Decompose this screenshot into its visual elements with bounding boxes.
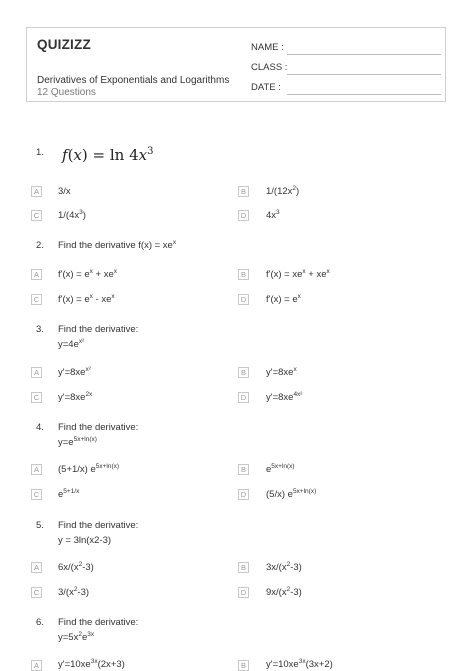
option-superscript: x bbox=[297, 293, 301, 300]
question-expression bbox=[58, 339, 138, 351]
question-expression: y = 3ln(x2-3) bbox=[58, 535, 112, 546]
question-count: 12 Questions bbox=[37, 87, 96, 98]
option-superscript: 5x+ln(x) bbox=[95, 463, 120, 470]
option-superscript: x bbox=[111, 293, 115, 300]
option-c-text[interactable] bbox=[58, 489, 79, 500]
option-a-box[interactable]: A bbox=[31, 562, 42, 573]
quizizz-logo: QUIZIZZ bbox=[37, 37, 91, 52]
option-text-part: 1/(4x bbox=[58, 210, 80, 221]
option-text-part: f'(x) = e bbox=[58, 294, 90, 305]
option-superscript: 3x bbox=[298, 658, 306, 665]
option-superscript: 5x+ln(x) bbox=[271, 463, 295, 470]
option-text-part: y'=10xe bbox=[58, 659, 91, 670]
option-c-text[interactable] bbox=[58, 587, 89, 598]
option-superscript: 2x bbox=[85, 391, 93, 398]
question-line: Find the derivative: bbox=[58, 617, 139, 628]
option-text-part: y'=8xe bbox=[58, 367, 86, 378]
option-text-tail: (3x+2) bbox=[305, 659, 333, 670]
option-text-part: y'=8xe bbox=[58, 392, 86, 403]
option-d-box[interactable]: D bbox=[238, 392, 249, 403]
option-text-tail: (2x+3) bbox=[97, 659, 125, 670]
option-superscript: 2 bbox=[286, 561, 291, 568]
option-b-text[interactable] bbox=[266, 562, 302, 573]
option-text-part: y'=10xe bbox=[266, 659, 299, 670]
option-a-box[interactable]: A bbox=[31, 367, 42, 378]
option-b-box[interactable]: B bbox=[238, 562, 249, 573]
worksheet-header bbox=[26, 27, 446, 102]
option-d-box[interactable]: D bbox=[238, 587, 249, 598]
question-line: Find the derivative f(x) = xe bbox=[58, 240, 173, 251]
date-field[interactable] bbox=[251, 82, 281, 93]
option-d-text[interactable] bbox=[266, 392, 302, 403]
option-c-text[interactable] bbox=[58, 294, 115, 305]
option-b-text[interactable] bbox=[266, 464, 295, 475]
option-d-box[interactable]: D bbox=[238, 489, 249, 500]
option-superscript: 5x+ln(x) bbox=[292, 488, 317, 495]
option-d-box[interactable]: D bbox=[238, 210, 249, 221]
option-text-part: (5/x) e bbox=[266, 489, 293, 500]
option-superscript: x² bbox=[85, 366, 91, 373]
formula-close: ) bbox=[81, 146, 88, 164]
formula-open: ( bbox=[67, 146, 74, 164]
question-formula bbox=[62, 146, 153, 164]
question-text bbox=[58, 324, 138, 351]
question-superscript: x bbox=[172, 239, 177, 246]
option-a-text[interactable] bbox=[58, 269, 117, 280]
option-a-text[interactable] bbox=[58, 464, 119, 475]
question-line: Find the derivative: bbox=[58, 324, 139, 335]
option-b-text[interactable] bbox=[266, 367, 297, 378]
option-b-text[interactable] bbox=[266, 659, 333, 670]
option-c-box[interactable]: C bbox=[31, 489, 42, 500]
option-b-box[interactable]: B bbox=[238, 186, 249, 197]
option-superscript: 2 bbox=[78, 561, 83, 568]
option-a-text[interactable] bbox=[58, 186, 71, 197]
option-b-text[interactable] bbox=[266, 269, 330, 280]
option-a-box[interactable]: A bbox=[31, 464, 42, 475]
option-text-part: 9x/(x bbox=[266, 587, 287, 598]
option-text-tail: + xe bbox=[92, 269, 114, 280]
date-label: DATE : bbox=[251, 82, 281, 93]
option-a-box[interactable]: A bbox=[31, 660, 42, 671]
option-a-box[interactable]: A bbox=[31, 186, 42, 197]
option-text-part: y'=8xe bbox=[266, 392, 294, 403]
option-superscript: 2 bbox=[286, 586, 291, 593]
question-expression bbox=[58, 632, 138, 644]
option-c-text[interactable] bbox=[58, 210, 86, 221]
question-superscript: 3x bbox=[87, 631, 95, 638]
date-line bbox=[287, 94, 441, 95]
option-d-text[interactable] bbox=[266, 210, 280, 221]
option-a-text[interactable] bbox=[58, 659, 125, 670]
question-expression-base: y=4e bbox=[58, 339, 79, 350]
option-c-text[interactable] bbox=[58, 392, 92, 403]
option-superscript: 3x bbox=[90, 658, 98, 665]
option-superscript: x bbox=[302, 268, 306, 275]
question-superscript: 2 bbox=[78, 631, 82, 638]
option-superscript: 4x² bbox=[293, 391, 303, 398]
option-superscript: 3 bbox=[79, 209, 83, 216]
option-d-text[interactable] bbox=[266, 489, 316, 500]
name-label: NAME : bbox=[251, 42, 284, 53]
class-label: CLASS : bbox=[251, 62, 288, 73]
option-superscript: x bbox=[113, 268, 118, 275]
formula-f: f bbox=[62, 146, 68, 164]
option-text-tail: -3) bbox=[82, 562, 94, 573]
question-text bbox=[58, 617, 138, 644]
option-text-part: 3/x bbox=[58, 186, 71, 197]
option-b-text[interactable] bbox=[266, 186, 299, 197]
question-expression-base: y=5x bbox=[58, 632, 79, 643]
option-c-box[interactable]: C bbox=[31, 294, 42, 305]
question-superscript: 5x+ln(x) bbox=[73, 436, 97, 443]
question-expression bbox=[58, 437, 138, 449]
question-number: 6. bbox=[36, 617, 44, 628]
question-superscript: x² bbox=[78, 338, 85, 345]
formula-var: x bbox=[138, 146, 148, 164]
option-d-text[interactable] bbox=[266, 294, 301, 305]
formula-x: x bbox=[73, 146, 82, 164]
worksheet-title: Derivatives of Exponentials and Logarithms bbox=[37, 75, 230, 86]
option-text-part: e bbox=[266, 464, 272, 475]
question-number: 4. bbox=[36, 422, 44, 433]
formula-eq: = ln 4 bbox=[87, 146, 139, 164]
option-c-box[interactable]: C bbox=[31, 210, 42, 221]
option-text-tail: -3) bbox=[290, 562, 302, 573]
option-text-tail: ) bbox=[296, 186, 300, 197]
question-text bbox=[58, 520, 138, 547]
option-text-part: 3x/(x bbox=[266, 562, 287, 573]
option-b-box[interactable]: B bbox=[238, 269, 249, 280]
option-superscript: x bbox=[293, 366, 297, 373]
option-b-box[interactable]: B bbox=[238, 660, 249, 671]
option-d-box[interactable]: D bbox=[238, 294, 249, 305]
name-field[interactable] bbox=[251, 42, 284, 53]
option-text-tail: -3) bbox=[77, 587, 90, 598]
option-b-box[interactable]: B bbox=[238, 464, 249, 475]
option-text-tail: -3) bbox=[290, 587, 302, 598]
question-text bbox=[58, 240, 176, 252]
class-line bbox=[287, 74, 441, 75]
option-c-box[interactable]: C bbox=[31, 392, 42, 403]
option-text-tail: + xe bbox=[305, 269, 327, 280]
question-number: 2. bbox=[36, 240, 44, 251]
question-line: Find the derivative: bbox=[58, 422, 139, 433]
option-superscript: x bbox=[326, 268, 330, 275]
option-text-part: 3/(x bbox=[58, 587, 74, 598]
question-expression-base: y=e bbox=[58, 437, 74, 448]
option-text-tail: ) bbox=[82, 210, 86, 221]
question-text bbox=[58, 422, 138, 449]
option-superscript: 3 bbox=[276, 209, 280, 216]
question-number: 5. bbox=[36, 520, 44, 531]
option-text-tail: - xe bbox=[92, 294, 112, 305]
option-text-part: 1/(12x bbox=[266, 186, 293, 197]
question-number: 3. bbox=[36, 324, 44, 335]
question-expression-mid: e bbox=[81, 632, 88, 643]
option-superscript: x bbox=[89, 268, 93, 275]
option-text-part: 6x/(x bbox=[58, 562, 79, 573]
option-b-box[interactable]: B bbox=[238, 367, 249, 378]
option-text-part: (5+1/x) e bbox=[58, 464, 96, 475]
option-text-part: 4x bbox=[266, 210, 277, 221]
option-text-part: f'(x) = xe bbox=[266, 269, 303, 280]
option-d-text[interactable] bbox=[266, 587, 302, 598]
option-superscript: 2 bbox=[73, 586, 78, 593]
option-superscript: 2 bbox=[292, 185, 297, 192]
option-text-part: f'(x) = e bbox=[266, 294, 298, 305]
class-field[interactable] bbox=[251, 62, 287, 73]
option-text-part: f'(x) = e bbox=[58, 269, 90, 280]
option-superscript: 5+1/x bbox=[63, 488, 80, 495]
option-text-part: e bbox=[58, 489, 64, 500]
option-c-box[interactable]: C bbox=[31, 587, 42, 598]
question-line: Find the derivative: bbox=[58, 520, 139, 531]
question-number: 1. bbox=[36, 147, 44, 158]
option-a-text[interactable] bbox=[58, 367, 91, 378]
option-a-text[interactable] bbox=[58, 562, 94, 573]
option-text-part: y'=8xe bbox=[266, 367, 294, 378]
formula-exp: 3 bbox=[147, 146, 154, 157]
option-a-box[interactable]: A bbox=[31, 269, 42, 280]
name-line bbox=[287, 54, 441, 55]
option-superscript: x bbox=[89, 293, 93, 300]
